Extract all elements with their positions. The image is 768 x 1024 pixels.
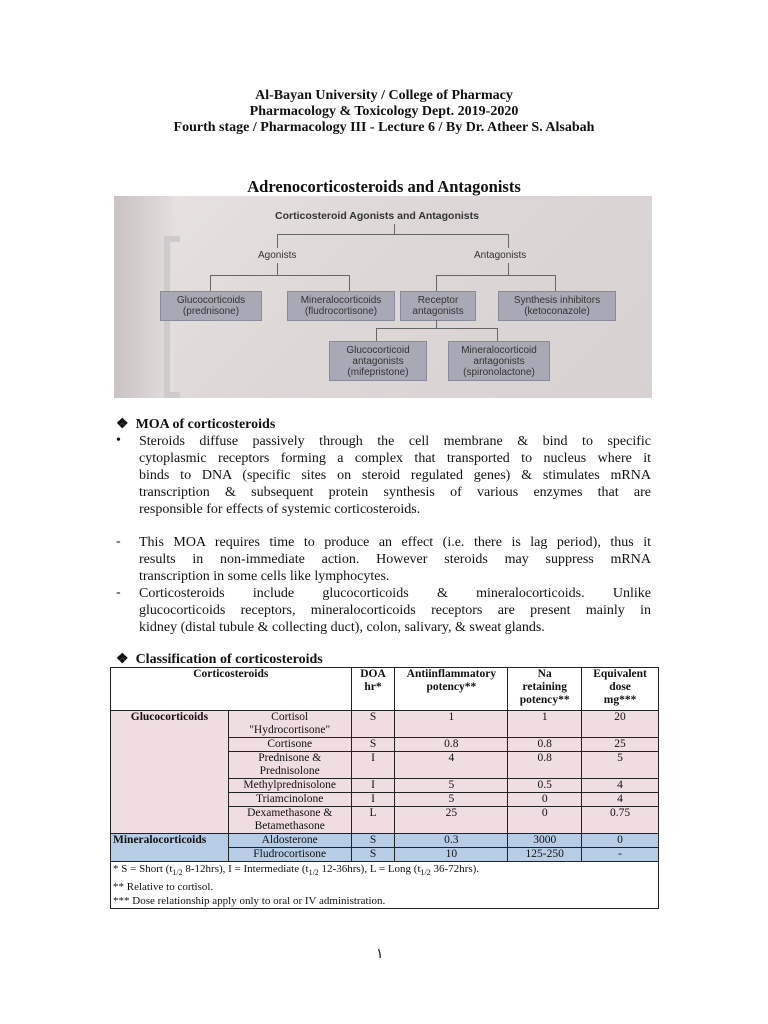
moa-dash-paragraph-1: [139, 534, 651, 585]
cell-anti: 0.3: [395, 834, 508, 848]
receptor-antagonists-box: [400, 291, 476, 321]
cell-na: 0: [508, 793, 582, 807]
group-glucocorticoids: Glucocorticoids: [111, 711, 229, 834]
diagram-line: [436, 275, 556, 276]
box-line: Glucocorticoid: [346, 344, 410, 356]
header-line-3: Fourth stage / Pharmacology III - Lecture 6 / By Dr. Atheer S. Alsabah: [173, 120, 595, 135]
drug-name: Triamcinolone: [228, 793, 351, 807]
header-doa: DOA hr*: [351, 668, 395, 711]
diagram-line: [497, 328, 498, 342]
header-antiinflammatory: Antiinflammatory potency**: [395, 668, 508, 711]
classification-table: [110, 667, 659, 909]
drug-name: Cortisone: [228, 738, 351, 752]
drug-name: Fludrocortisone: [228, 848, 351, 862]
header-equivalent-dose: Equivalent dose mg***: [582, 668, 659, 711]
cell-na: 0: [508, 807, 582, 834]
diagram-line: [277, 234, 509, 235]
cell-anti: 10: [395, 848, 508, 862]
page-number: ١: [376, 947, 384, 962]
diagram-line: [376, 328, 498, 329]
drug-name: Dexamethasone & Betamethasone: [228, 807, 351, 834]
diagram-line: [210, 275, 349, 276]
text-line: binds to DNA (specific sites on steroid regulated genes) & stimulates mRNA: [139, 468, 651, 483]
box-line: (prednisone): [182, 306, 240, 317]
diagram-line: [394, 224, 395, 234]
diagram-line: [555, 275, 556, 291]
text-line: results in non-immediate action. However steroids may suppress mRNA: [139, 552, 651, 567]
cell-eq: 20: [582, 711, 659, 738]
box-line: (mifepristone): [347, 366, 409, 378]
footnote-3: *** Dose relationship apply only to oral or IV administration.: [113, 895, 386, 908]
table-row: [111, 711, 659, 738]
footnote-2: ** Relative to cortisol.: [113, 881, 214, 894]
group-mineralocorticoids: Mineralocorticoids: [111, 834, 229, 862]
cell-doa: S: [351, 711, 395, 738]
synthesis-inhibitors-box: [498, 291, 616, 321]
dash-bullet-icon: -: [116, 585, 121, 600]
cell-anti: 5: [395, 793, 508, 807]
box-line: (fludrocortisone): [304, 306, 378, 317]
text-line: Steroids diffuse passively through the cell membrane & bind to specific: [139, 434, 651, 449]
cell-doa: S: [351, 738, 395, 752]
text-line: transcription & subsequent protein synthesis of various enzymes that are: [139, 485, 651, 500]
cell-na: 3000: [508, 834, 582, 848]
footnote-1: * S = Short ($t_{1/2}$ 8-12hrs), I = Intermediate ($t_{1/2}$ 12-36hrs), L = Long ($t_{1/2}$ 36-72hrs).: [113, 863, 480, 878]
diagram-line: [376, 328, 377, 342]
cell-eq: 4: [582, 793, 659, 807]
table-header-row: [111, 668, 659, 711]
moa-heading: [116, 416, 275, 433]
document-header: [0, 88, 768, 136]
cell-na: 0.8: [508, 738, 582, 752]
drug-name: Aldosterone: [228, 834, 351, 848]
glucocorticoids-box: [160, 291, 262, 321]
box-line: antagonists: [352, 355, 404, 367]
diagram-line: [210, 275, 211, 291]
cell-eq: 5: [582, 752, 659, 779]
text-line: glucocorticoids receptors, mineralocorticoids receptors are present mainly in: [139, 603, 651, 618]
cell-doa: S: [351, 848, 395, 862]
classification-heading-text: Classification of corticosteroids: [135, 652, 323, 667]
cell-na: 0.8: [508, 752, 582, 779]
header-line-1: Al-Bayan University / College of Pharmacy: [255, 88, 513, 103]
antagonists-label: Antagonists: [474, 250, 527, 261]
diagram-line: [508, 263, 509, 275]
mineralocorticoids-box: [287, 291, 395, 321]
mineralocorticoid-antagonists-box: [448, 341, 550, 381]
cell-eq: -: [582, 848, 659, 862]
diagram-title: Corticosteroid Agonists and Antagonists: [275, 210, 479, 222]
diagram-line: [436, 320, 437, 328]
box-line: antagonists: [412, 306, 464, 317]
table-footnotes-row: [111, 862, 659, 909]
glucocorticoid-antagonists-box: [329, 341, 427, 381]
drug-name: Cortisol "Hydrocortisone": [228, 711, 351, 738]
corticosteroid-diagram: [114, 196, 652, 398]
cell-doa: L: [351, 807, 395, 834]
text-line: responsible for effects of systemic corticosteroids.: [139, 502, 421, 517]
cell-na: 1: [508, 711, 582, 738]
cell-anti: 0.8: [395, 738, 508, 752]
bullet-dot-icon: •: [116, 433, 121, 448]
diamond-bullet-icon: ❖: [116, 652, 129, 667]
cell-na: 125-250: [508, 848, 582, 862]
box-line: Mineralocorticoid: [461, 344, 537, 356]
cell-doa: I: [351, 793, 395, 807]
moa-dash-paragraph-2: [139, 585, 651, 636]
box-line: Receptor: [417, 295, 459, 306]
drug-name: Methylprednisolone: [228, 779, 351, 793]
cell-eq: 0.75: [582, 807, 659, 834]
cell-eq: 4: [582, 779, 659, 793]
box-line: antagonists: [473, 355, 525, 367]
text-line: Corticosteroids include glucocorticoids & mineralocorticoids. Unlike: [139, 586, 651, 601]
text-line: kidney (distal tubule & collecting duct), colon, salivary, & sweat glands.: [139, 620, 545, 635]
dash-bullet-icon: -: [116, 534, 121, 549]
diagram-line: [277, 234, 278, 248]
cell-doa: I: [351, 752, 395, 779]
box-line: Synthesis inhibitors: [513, 295, 601, 306]
diagram-line: [277, 263, 278, 275]
table-row: [111, 834, 659, 848]
cell-anti: 5: [395, 779, 508, 793]
cell-na: 0.5: [508, 779, 582, 793]
header-corticosteroids: Corticosteroids: [111, 668, 352, 711]
cell-anti: 25: [395, 807, 508, 834]
drug-name: Prednisone & Prednisolone: [228, 752, 351, 779]
moa-heading-text: MOA of corticosteroids: [135, 417, 276, 432]
agonists-label: Agonists: [258, 250, 297, 261]
diagram-line: [508, 234, 509, 248]
text-line: cytoplasmic receptors forming a complex that transported to nucleus where it: [139, 451, 651, 466]
cell-anti: 4: [395, 752, 508, 779]
text-line: transcription in some cells like lymphocytes.: [139, 569, 390, 584]
diamond-bullet-icon: ❖: [116, 417, 129, 432]
diagram-line: [436, 275, 437, 291]
cell-eq: 25: [582, 738, 659, 752]
cell-doa: I: [351, 779, 395, 793]
header-line-2: Pharmacology & Toxicology Dept. 2019-2020: [249, 104, 519, 119]
cell-eq: 0: [582, 834, 659, 848]
table-footnotes: [111, 862, 659, 909]
box-line: (spironolactone): [463, 366, 535, 378]
diagram-line: [349, 275, 350, 291]
box-line: Mineralocorticoids: [300, 295, 382, 306]
text-line: This MOA requires time to produce an effect (i.e. there is lag period), thus it: [139, 535, 651, 550]
moa-bullet-paragraph: [139, 433, 651, 518]
box-line: Glucocorticoids: [176, 295, 246, 306]
box-line: (ketoconazole): [524, 306, 590, 317]
classification-heading: [116, 651, 323, 668]
cell-anti: 1: [395, 711, 508, 738]
document-title: Adrenocorticosteroids and Antagonists: [247, 177, 521, 196]
header-na-retaining: Na retaining potency**: [508, 668, 582, 711]
cell-doa: S: [351, 834, 395, 848]
